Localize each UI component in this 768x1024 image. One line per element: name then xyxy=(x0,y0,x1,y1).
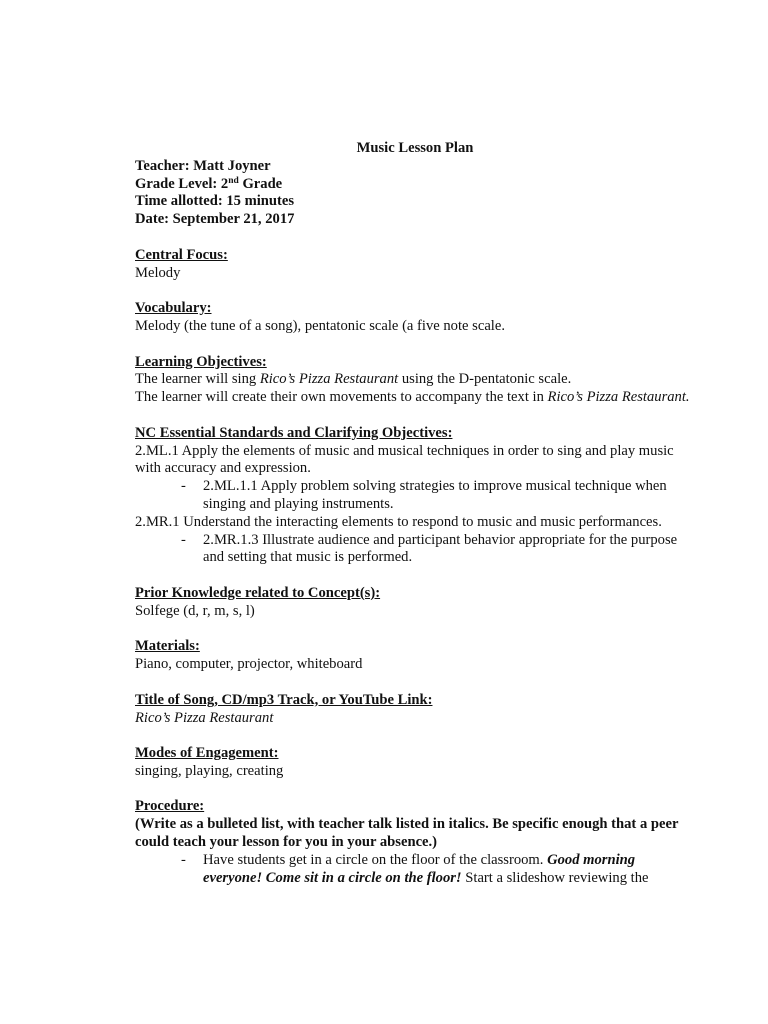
bullet-dash: - xyxy=(181,478,186,495)
grade-ordinal: nd xyxy=(228,175,239,186)
materials-text: Piano, computer, projector, whiteboard xyxy=(135,656,363,673)
objective-2 xyxy=(135,389,695,407)
central-focus-text: Melody xyxy=(135,264,181,281)
objectives-heading: Learning Objectives: xyxy=(135,353,267,370)
step-1-teacher-talk: Good morning everyone! Come sit in a circle on the floor! xyxy=(203,851,636,886)
modes-heading: Modes of Engagement: xyxy=(135,745,279,762)
document-title: Music Lesson Plan xyxy=(356,140,474,156)
step-1-pre: Have students get in a circle on the floor of the classroom. xyxy=(203,851,548,868)
bullet-dash: - xyxy=(181,531,186,548)
procedure-heading: Procedure: xyxy=(135,798,205,815)
standard-mr1: 2.MR.1 Understand the interacting elements to respond to music and music performances. xyxy=(135,513,662,530)
procedure-note: (Write as a bulleted list, with teacher talk listed in italics. Be specific enough that a peer could teach your lesson for you in your absence.) xyxy=(135,816,679,851)
standard-mr13-text: 2.MR.1.3 Illustrate audience and participant behavior appropriate for the purpose and setting that music is performed. xyxy=(203,531,678,566)
standard-mr13 xyxy=(135,532,695,568)
song-heading: Title of Song, CD/mp3 Track, or YouTube Link: xyxy=(135,691,433,708)
materials-heading: Materials: xyxy=(135,638,200,655)
prior-knowledge-heading: Prior Knowledge related to Concept(s): xyxy=(135,584,381,601)
prior-knowledge-text: Solfege (d, r, m, s, l) xyxy=(135,602,255,619)
teacher-line: Teacher: Matt Joyner xyxy=(135,157,271,174)
modes-text: singing, playing, creating xyxy=(135,762,284,779)
lesson-plan-page xyxy=(135,140,695,887)
standard-ml1: 2.ML.1 Apply the elements of music and musical techniques in order to sing and play music with accuracy and expression. xyxy=(135,442,674,477)
step-1-post: Start a slideshow reviewing the xyxy=(461,869,649,886)
time-line: Time allotted: 15 minutes xyxy=(135,193,295,210)
central-focus-heading: Central Focus: xyxy=(135,246,228,263)
vocabulary-heading: Vocabulary: xyxy=(135,300,212,317)
objective-1-post: using the D-pentatonic scale. xyxy=(398,371,572,388)
date-line: Date: September 21, 2017 xyxy=(135,211,295,228)
grade-prefix: Grade Level: 2 xyxy=(135,175,229,192)
vocabulary-text: Melody (the tune of a song), pentatonic scale (a five note scale. xyxy=(135,317,505,334)
standards-heading: NC Essential Standards and Clarifying Objectives: xyxy=(135,424,453,441)
objective-1-pre: The learner will sing xyxy=(135,371,260,388)
procedure-step-1 xyxy=(135,852,695,888)
grade-line xyxy=(135,176,695,194)
objective-1 xyxy=(135,371,695,389)
grade-suffix: Grade xyxy=(238,175,283,192)
song-title: Rico’s Pizza Restaurant xyxy=(135,709,274,726)
bullet-dash: - xyxy=(181,851,186,868)
objective-1-song: Rico’s Pizza Restaurant xyxy=(259,371,399,388)
objective-2-song: Rico’s Pizza Restaurant. xyxy=(547,389,690,406)
objective-2-pre: The learner will create their own movements to accompany the text in xyxy=(135,389,548,406)
standard-ml11-text: 2.ML.1.1 Apply problem solving strategies to improve musical technique when singing and playing instruments. xyxy=(203,478,667,512)
standard-ml11 xyxy=(135,478,695,514)
